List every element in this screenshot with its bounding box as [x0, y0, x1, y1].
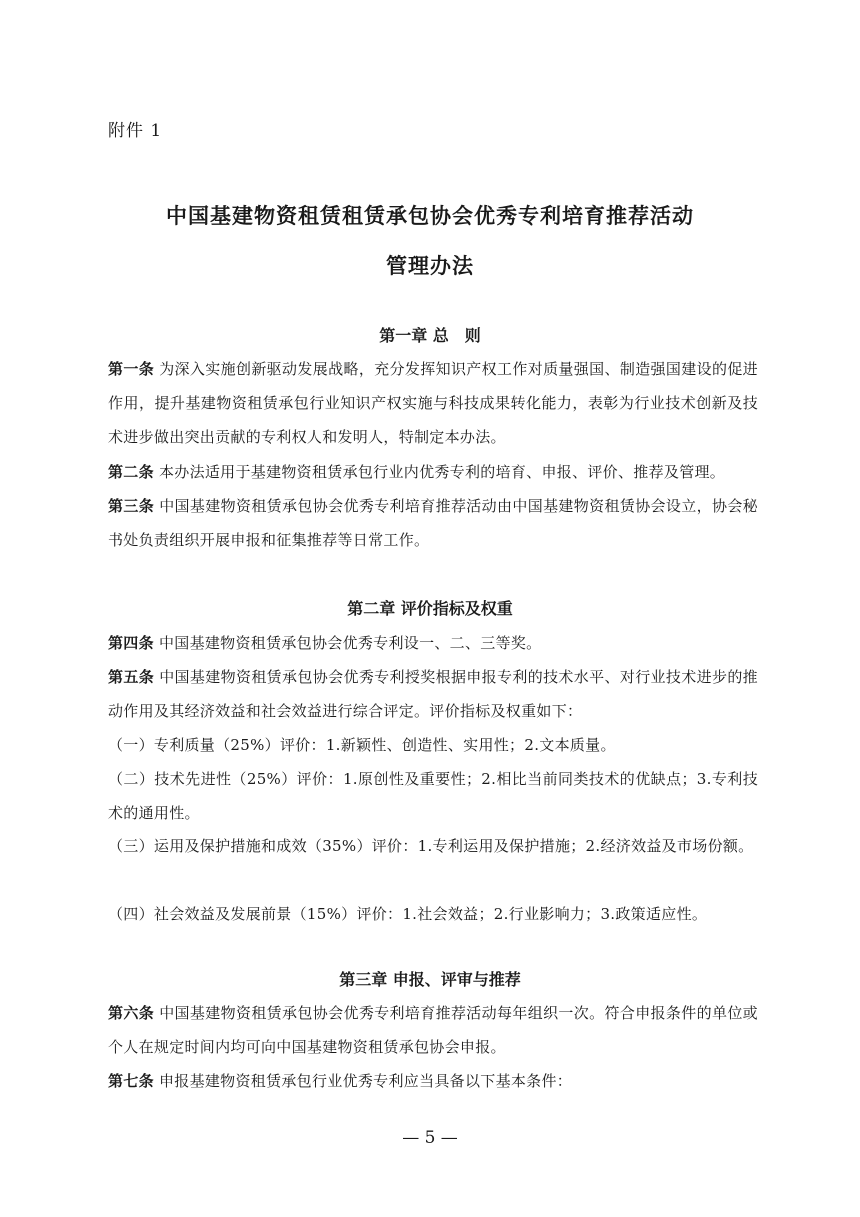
article-label: 第七条: [108, 1072, 154, 1090]
article-text: 申报基建物资租赁承包行业优秀专利应当具备以下基本条件：: [158, 1072, 573, 1090]
attachment-label: 附件 1: [108, 121, 163, 141]
list-item: （一）专利质量（25%）评价：1.新颖性、创造性、实用性；2.文本质量。: [108, 736, 616, 754]
article-paragraph: [108, 489, 758, 557]
article-text: 中国基建物资租赁承包协会优秀专利培育推荐活动每年组织一次。符合申报条件的单位或个人在规定时间内均可向中国基建物资租赁承包协会申报。: [108, 1004, 758, 1056]
article-label: 第三条: [108, 497, 155, 515]
document-title: 中国基建物资租赁租赁承包协会优秀专利培育推荐活动: [166, 204, 694, 228]
document-subtitle: 管理办法: [386, 254, 474, 278]
chapter-heading: 第三章 申报、评审与推荐: [339, 970, 521, 989]
chapter-heading: 第二章 评价指标及权重: [347, 599, 513, 618]
article-text: 中国基建物资租赁承包协会优秀专利授奖根据申报专利的技术水平、对行业技术进步的推动作用及其经济效益和社会效益进行综合评定。评价指标及权重如下：: [108, 668, 758, 720]
list-item: （四）社会效益及发展前景（15%）评价：1.社会效益；2.行业影响力；3.政策适应性。: [108, 905, 708, 923]
article-label: 第六条: [108, 1004, 155, 1022]
list-item: （三）运用及保护措施和成效（35%）评价：1.专利运用及保护措施；2.经济效益及市场份额。: [108, 837, 754, 855]
article-text: 中国基建物资租赁承包协会优秀专利培育推荐活动由中国基建物资租赁协会设立，协会秘书处负责组织开展申报和征集推荐等日常工作。: [108, 497, 758, 549]
article-paragraph: [108, 660, 758, 728]
article-paragraph: [108, 626, 758, 660]
article-label: 第二条: [108, 463, 154, 481]
chapter-heading: 第一章 总 则: [379, 326, 481, 345]
article-label: 第五条: [108, 668, 155, 686]
article-label: 第一条: [108, 360, 155, 378]
article-label: 第四条: [108, 634, 154, 652]
article-paragraph: [108, 352, 758, 454]
article-text: 本办法适用于基建物资租赁承包行业内优秀专利的培育、申报、评价、推荐及管理。: [158, 463, 726, 481]
article-paragraph: [108, 1064, 758, 1098]
article-text: 中国基建物资租赁承包协会优秀专利设一、二、三等奖。: [158, 634, 542, 652]
article-paragraph: [108, 455, 758, 489]
article-text: 为深入实施创新驱动发展战略，充分发挥知识产权工作对质量强国、制造强国建设的促进作用，提升基建物资租赁承包行业知识产权实施与科技成果转化能力，表彰为行业技术创新及技术进步做出突出贡献的专利权人和发明人，特制定本办法。: [108, 360, 758, 446]
page-number: — 5 —: [402, 1128, 458, 1148]
list-item: （二）技术先进性（25%）评价：1.原创性及重要性；2.相比当前同类技术的优缺点；3.专利技术的通用性。: [108, 770, 758, 822]
article-paragraph: [108, 996, 758, 1064]
